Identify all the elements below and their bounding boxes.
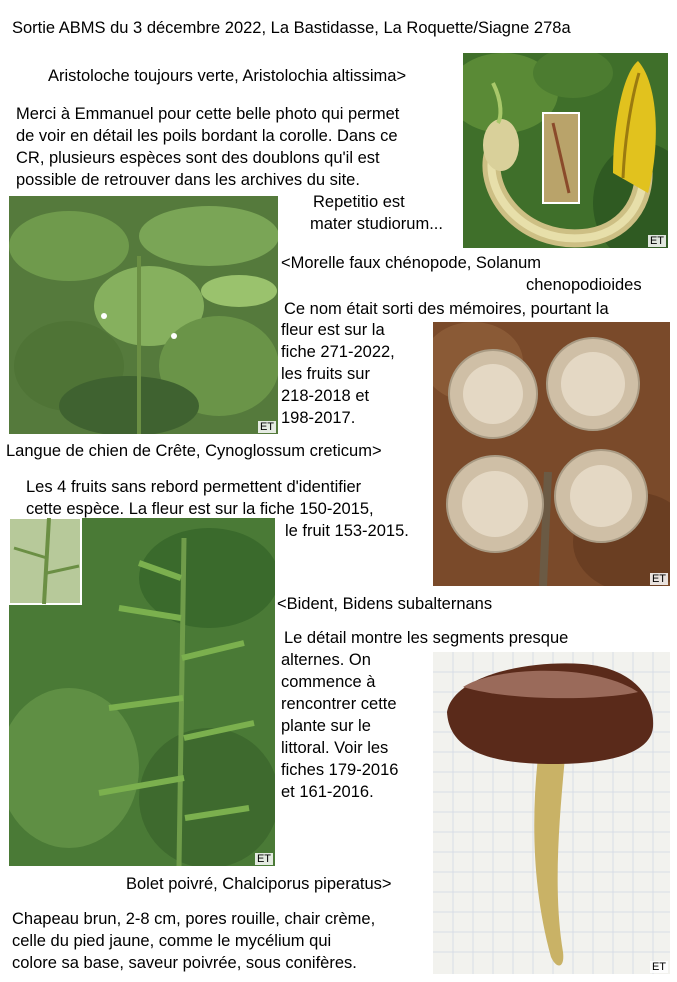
photo-credit: ET	[651, 573, 666, 585]
bidens-caption: <Bident, Bidens subalternans	[277, 595, 493, 613]
repetitio-line: Repetitio est	[313, 193, 405, 211]
text-line: colore sa base, saveur poivrée, sous conifères.	[12, 954, 357, 972]
text-line: 218-2018 et	[281, 387, 370, 405]
photo-credit: ET	[651, 961, 666, 973]
text-line: CR, plusieurs espèces sont des doublons qu'il est	[16, 149, 380, 167]
text-line: Chapeau brun, 2-8 cm, pores rouille, chair crème,	[12, 910, 376, 928]
text-line: le fruit 153-2015.	[285, 522, 409, 540]
cynoglossum-photo	[433, 322, 670, 586]
text-line: littoral. Voir les	[281, 739, 389, 757]
photo-credit: ET	[259, 421, 274, 433]
solanum-photo	[9, 196, 278, 434]
text-line: Merci à Emmanuel pour cette belle photo qui permet	[16, 105, 400, 123]
text-line: de voir en détail les poils bordant la corolle. Dans ce	[16, 127, 398, 145]
text-line: possible de retrouver dans les archives du site.	[16, 171, 360, 189]
chalciporus-caption: Bolet poivré, Chalciporus piperatus>	[126, 875, 392, 893]
solanum-description: Ce nom était sorti des mémoires, pourtant la	[284, 300, 609, 318]
text-line: celle du pied jaune, comme le mycélium qui	[12, 932, 332, 950]
text-line: Les 4 fruits sans rebord permettent d'identifier	[26, 478, 362, 496]
text-line: rencontrer cette	[281, 695, 397, 713]
aristolochia-photo	[463, 53, 668, 248]
bidens-plant-icon	[9, 518, 275, 866]
bidens-photo	[9, 518, 275, 866]
chalciporus-photo	[433, 652, 670, 974]
text-line: fiche 271-2022,	[281, 343, 395, 361]
text-line: plante sur le	[281, 717, 371, 735]
photo-credit: ET	[256, 853, 271, 865]
repetitio-line: mater studiorum...	[310, 215, 443, 233]
page-title: Sortie ABMS du 3 décembre 2022, La Bastidasse, La Roquette/Siagne 278a	[12, 19, 571, 37]
text-line: cette espèce. La fleur est sur la fiche 150-2015,	[26, 500, 374, 518]
solanum-caption: chenopodioides	[526, 276, 642, 294]
cynoglossum-fruits-icon	[433, 322, 670, 586]
solanum-caption: <Morelle faux chénopode, Solanum	[281, 254, 542, 272]
solanum-plant-icon	[9, 196, 278, 434]
text-line: fiches 179-2016	[281, 761, 399, 779]
text-line: 198-2017.	[281, 409, 356, 427]
text-line: Le détail montre les segments presque	[284, 629, 569, 647]
text-line: commence à	[281, 673, 376, 691]
photo-credit: ET	[649, 235, 664, 247]
aristolochia-flower-icon	[463, 53, 668, 248]
text-line: alternes. On	[281, 651, 371, 669]
aristolochia-caption: Aristoloche toujours verte, Aristolochia altissima>	[48, 67, 407, 85]
cynoglossum-caption: Langue de chien de Crête, Cynoglossum creticum>	[6, 442, 382, 460]
text-line: les fruits sur	[281, 365, 370, 383]
chalciporus-mushroom-icon	[433, 652, 670, 974]
text-line: et 161-2016.	[281, 783, 374, 801]
text-line: fleur est sur la	[281, 321, 385, 339]
